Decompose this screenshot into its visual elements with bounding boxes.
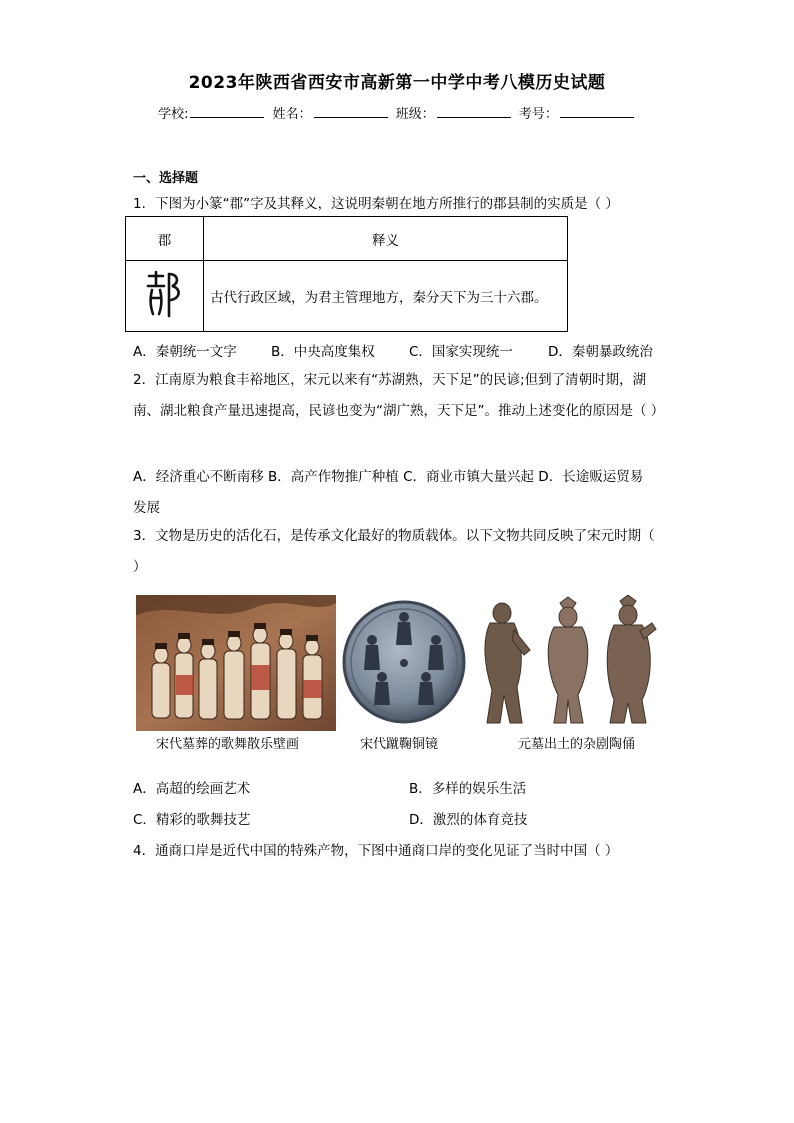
school-label: 学校: — [158, 107, 189, 122]
q3-stem: 3．文物是历史的活化石，是传承文化最好的物质载体。以下文物共同反映了宋元时期（ ） — [133, 528, 655, 575]
caption-mural: 宋代墓葬的歌舞散乐壁画 — [156, 737, 300, 752]
q1-option-c[interactable]: C．国家实现统一 — [409, 344, 513, 360]
song-mural-image — [136, 595, 336, 731]
seal-script-jun-icon — [145, 268, 185, 320]
q1-table-definition: 古代行政区域，为君主管理地方，秦分天下为三十六郡。 — [204, 261, 568, 332]
caption-mirror: 宋代蹴鞠铜镜 — [360, 737, 439, 752]
q3-options-row2 — [133, 808, 527, 828]
school-blank[interactable] — [190, 105, 264, 118]
cuju-bronze-mirror-image — [342, 595, 466, 731]
q2-stem: 2．江南原为粮食丰裕地区，宋元以来有“苏湖熟，天下足”的民谚;但到了清朝时期，湖南、湖北粮食产量迅速提高，民谚也变为“湖广熟，天下足”。推动上述变化的原因是（ ） — [133, 372, 665, 419]
q1-table-col2-header: 释义 — [204, 217, 568, 261]
q3-option-c[interactable]: C．精彩的歌舞技艺 — [133, 812, 251, 828]
q1-table-col1-header: 郡 — [126, 217, 204, 261]
name-label: 姓名： — [272, 107, 312, 122]
q1-option-b[interactable]: B．中央高度集权 — [271, 344, 375, 360]
class-label: 班级： — [395, 107, 435, 122]
q2-options-line1[interactable]: A．经济重心不断南移 B．高产作物推广种植 C．商业市镇大量兴起 D．长途贩运贸易 — [133, 469, 644, 485]
yuan-pottery-figurines-image — [472, 595, 666, 731]
q3-figures — [136, 595, 666, 755]
caption-figurines: 元墓出土的杂剧陶俑 — [518, 737, 636, 752]
seal-script-character-image — [126, 261, 204, 332]
q3-options-row1 — [133, 777, 526, 797]
q1-option-d[interactable]: D．秦朝暴政统治 — [548, 344, 653, 360]
number-blank[interactable] — [560, 105, 634, 118]
q1-stem: 1．下图为小篆“郡”字及其释义，这说明秦朝在地方所推行的郡县制的实质是（ ） — [133, 196, 619, 212]
q1-option-a[interactable]: A．秦朝统一文字 — [133, 344, 237, 360]
q3-option-a[interactable]: A．高超的绘画艺术 — [133, 781, 251, 797]
q1-table — [125, 216, 568, 332]
student-info-line — [0, 103, 794, 122]
q3-option-b[interactable]: B．多样的娱乐生活 — [409, 781, 527, 797]
q2-options-line2[interactable]: 发展 — [133, 500, 160, 516]
q4-stem: 4．通商口岸是近代中国的特殊产物，下图中通商口岸的变化见证了当时中国（ ） — [133, 843, 619, 859]
name-blank[interactable] — [314, 105, 388, 118]
section-heading: 一、选择题 — [133, 171, 199, 186]
q3-option-d[interactable]: D．激烈的体育竞技 — [409, 812, 528, 828]
number-label: 考号： — [518, 107, 558, 122]
class-blank[interactable] — [437, 105, 511, 118]
exam-title: 2023年陕西省西安市高新第一中学中考八模历史试题 — [188, 73, 606, 93]
q1-options — [133, 340, 653, 360]
